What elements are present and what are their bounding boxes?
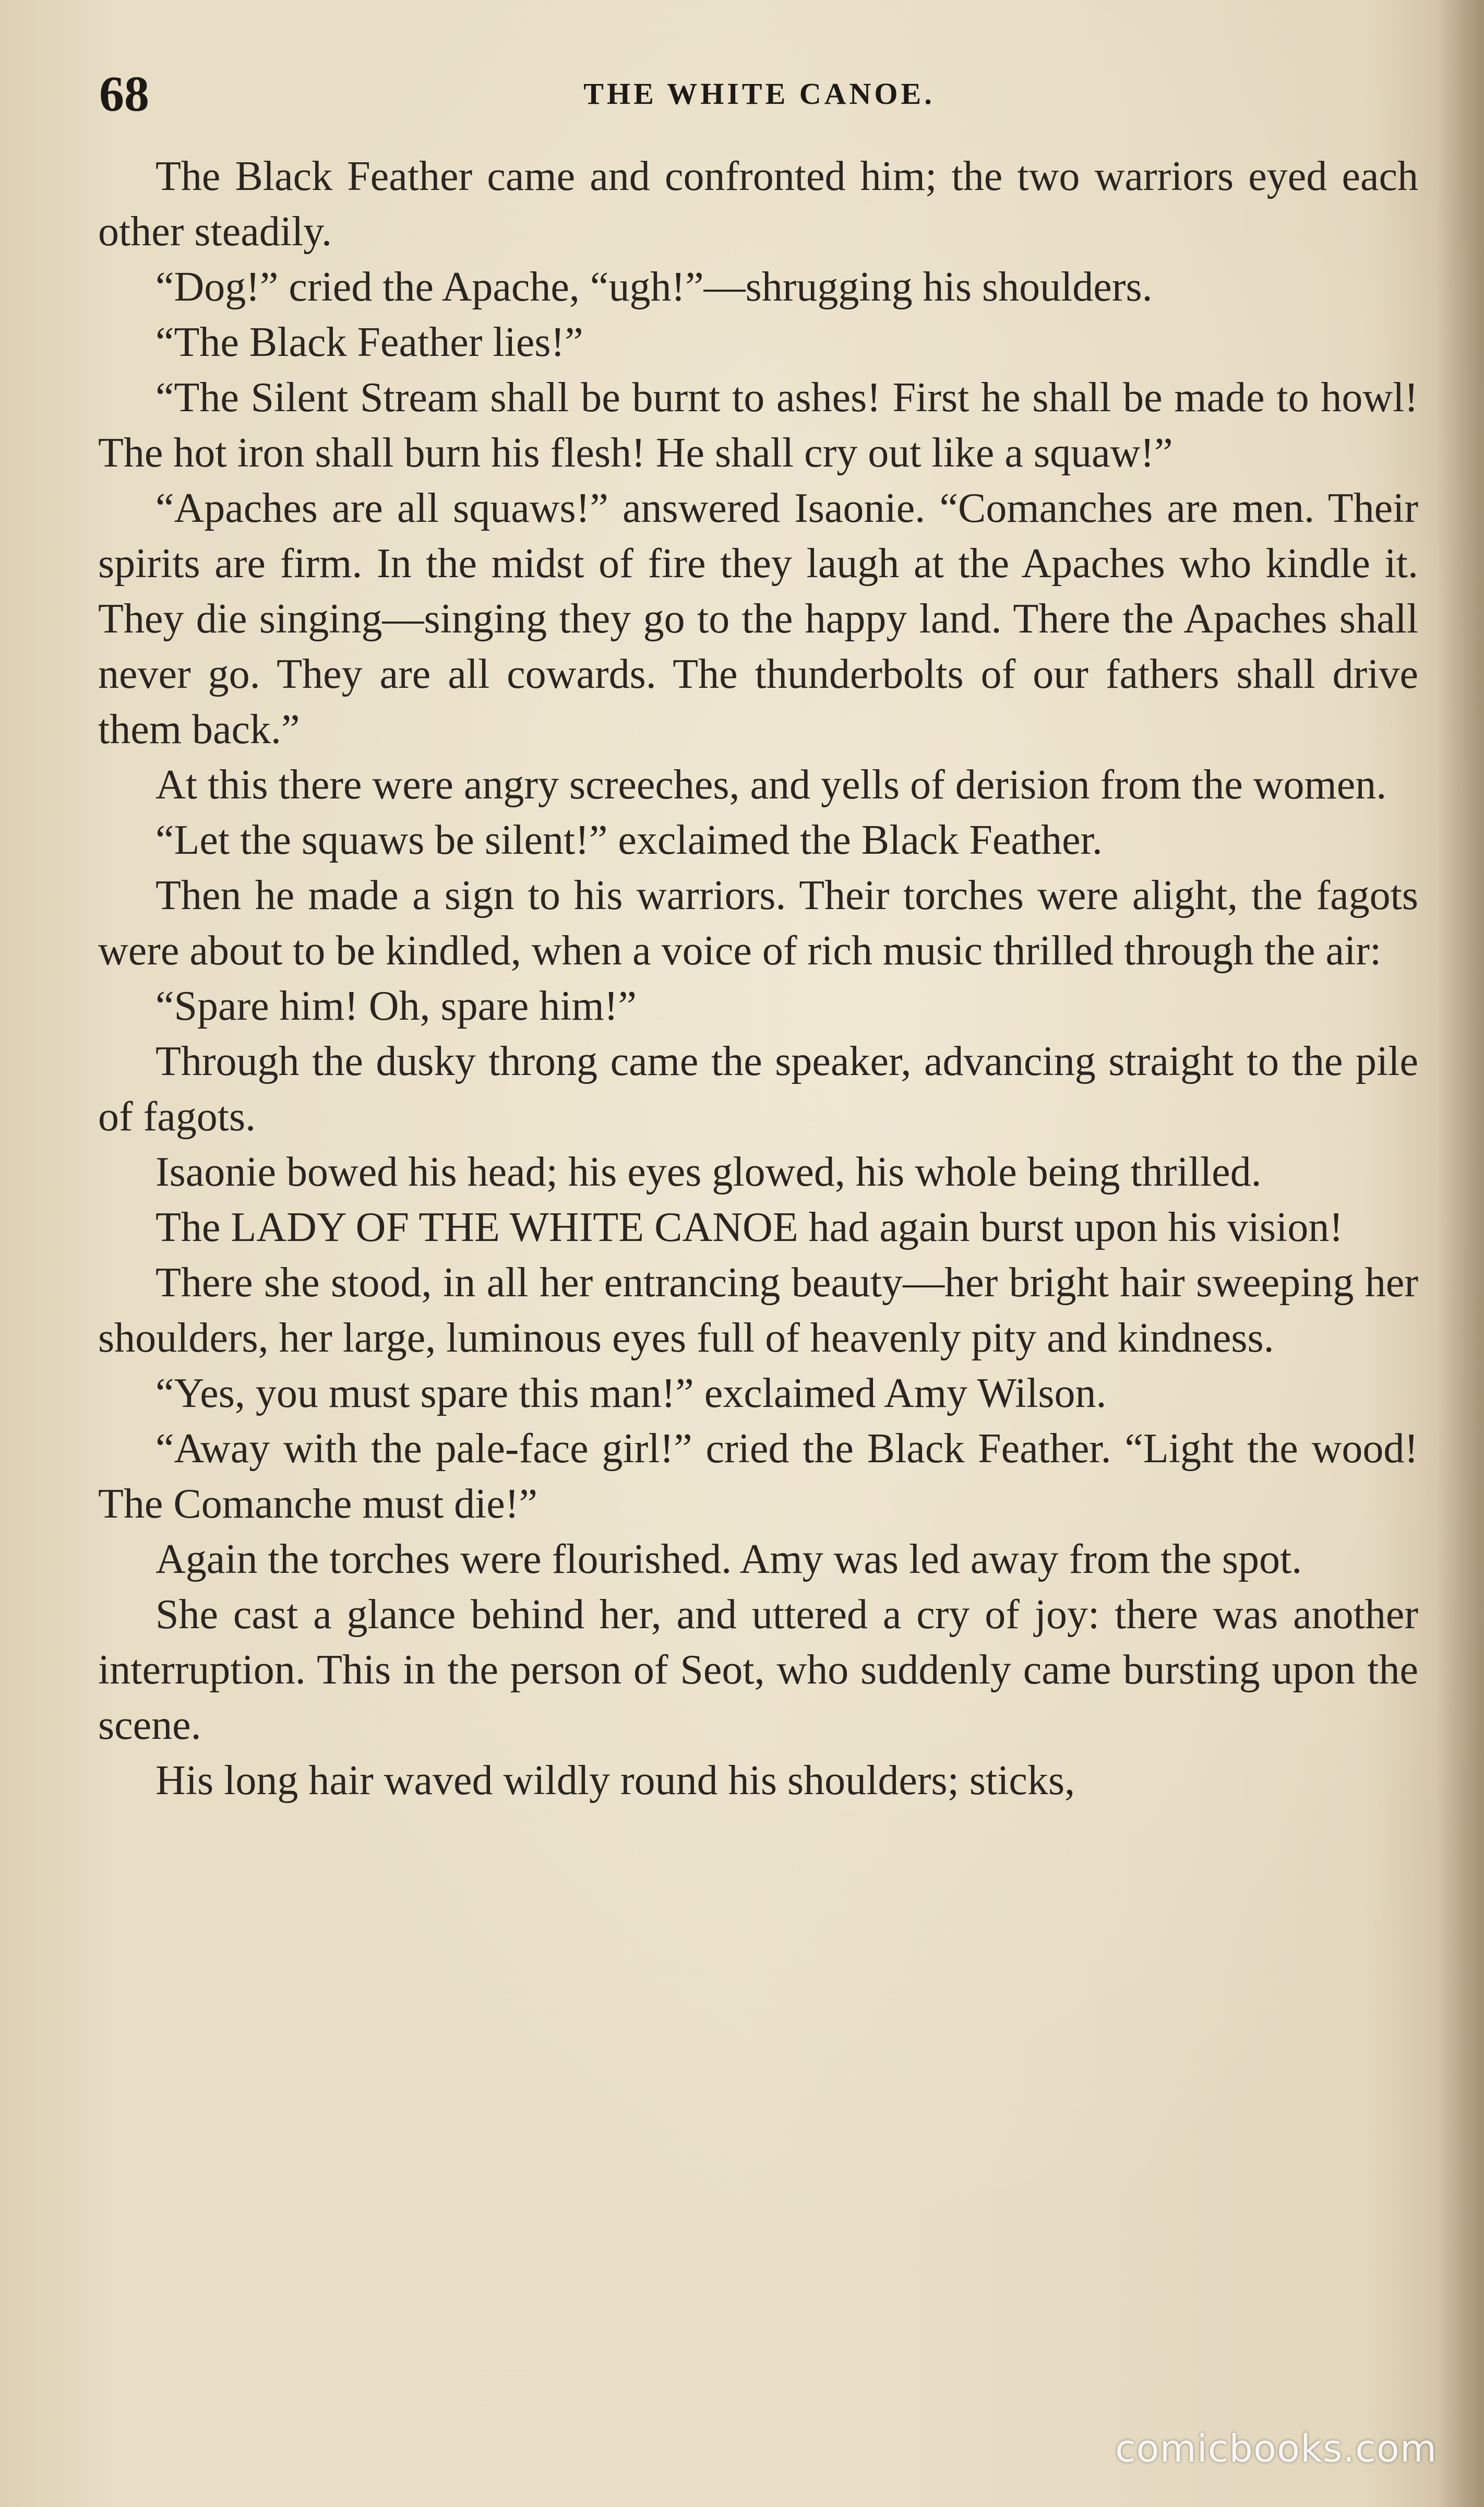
body-text [98, 149, 1418, 1808]
paragraph: There she stood, in all her entrancing beauty—her bright hair sweeping her shoulders, her large, luminous eyes full of heavenly pity and kindness. [98, 1260, 1418, 1361]
paragraph: His long hair waved wildly round his shoulders; sticks, [155, 1758, 1075, 1804]
page-edge-shadow [1437, 0, 1484, 2507]
page-number: 68 [99, 66, 149, 122]
paragraph: Again the torches were flourished. Amy was led away from the spot. [155, 1536, 1302, 1582]
paragraph: “Yes, you must spare this man!” exclaimed Amy Wilson. [155, 1370, 1107, 1416]
paragraph: Then he made a sign to his warriors. Their torches were alight, the fagots were about to be kindled, when a voice of rich music thrilled through the air: [98, 873, 1418, 974]
page-header [99, 52, 1419, 136]
paragraph: “The Silent Stream shall be burnt to ashes! First he shall be made to howl! The hot iron shall burn his flesh! He shall cry out like a squaw!” [98, 375, 1418, 476]
paragraph: The LADY OF THE WHITE CANOE had again burst upon his vision! [155, 1204, 1344, 1250]
paragraph: “The Black Feather lies!” [155, 319, 583, 365]
paragraph: “Spare him! Oh, spare him!” [155, 983, 637, 1029]
paragraph: The Black Feather came and confronted him; the two warriors eyed each other steadily. [98, 153, 1418, 255]
paragraph: “Away with the pale-face girl!” cried the Black Feather. “Light the wood! The Comanche must die!” [98, 1426, 1418, 1527]
paragraph: At this there were angry screeches, and yells of derision from the women. [155, 762, 1387, 808]
running-head: THE WHITE CANOE. [583, 77, 935, 111]
paragraph: “Dog!” cried the Apache, “ugh!”—shrugging his shoulders. [155, 264, 1153, 310]
paragraph: “Apaches are all squaws!” answered Isaonie. “Comanches are men. Their spirits are firm. In the midst of fire they laugh at the Apaches who kindle it. They die singing—singing they go to the happy land. There the Apaches shall never go. They are all cowards. The thunderbolts of our fathers shall drive them back.” [98, 485, 1418, 753]
watermark-logo: comicbooks.com [1115, 2427, 1437, 2470]
paragraph: Through the dusky throng came the speaker, advancing straight to the pile of fagots. [98, 1038, 1418, 1140]
paragraph: “Let the squaws be silent!” exclaimed the Black Feather. [155, 817, 1103, 863]
paragraph: Isaonie bowed his head; his eyes glowed, his whole being thrilled. [155, 1149, 1262, 1195]
paragraph: She cast a glance behind her, and uttered a cry of joy: there was another interruption. This in the person of Seot, who suddenly came bursting upon the scene. [98, 1592, 1418, 1748]
